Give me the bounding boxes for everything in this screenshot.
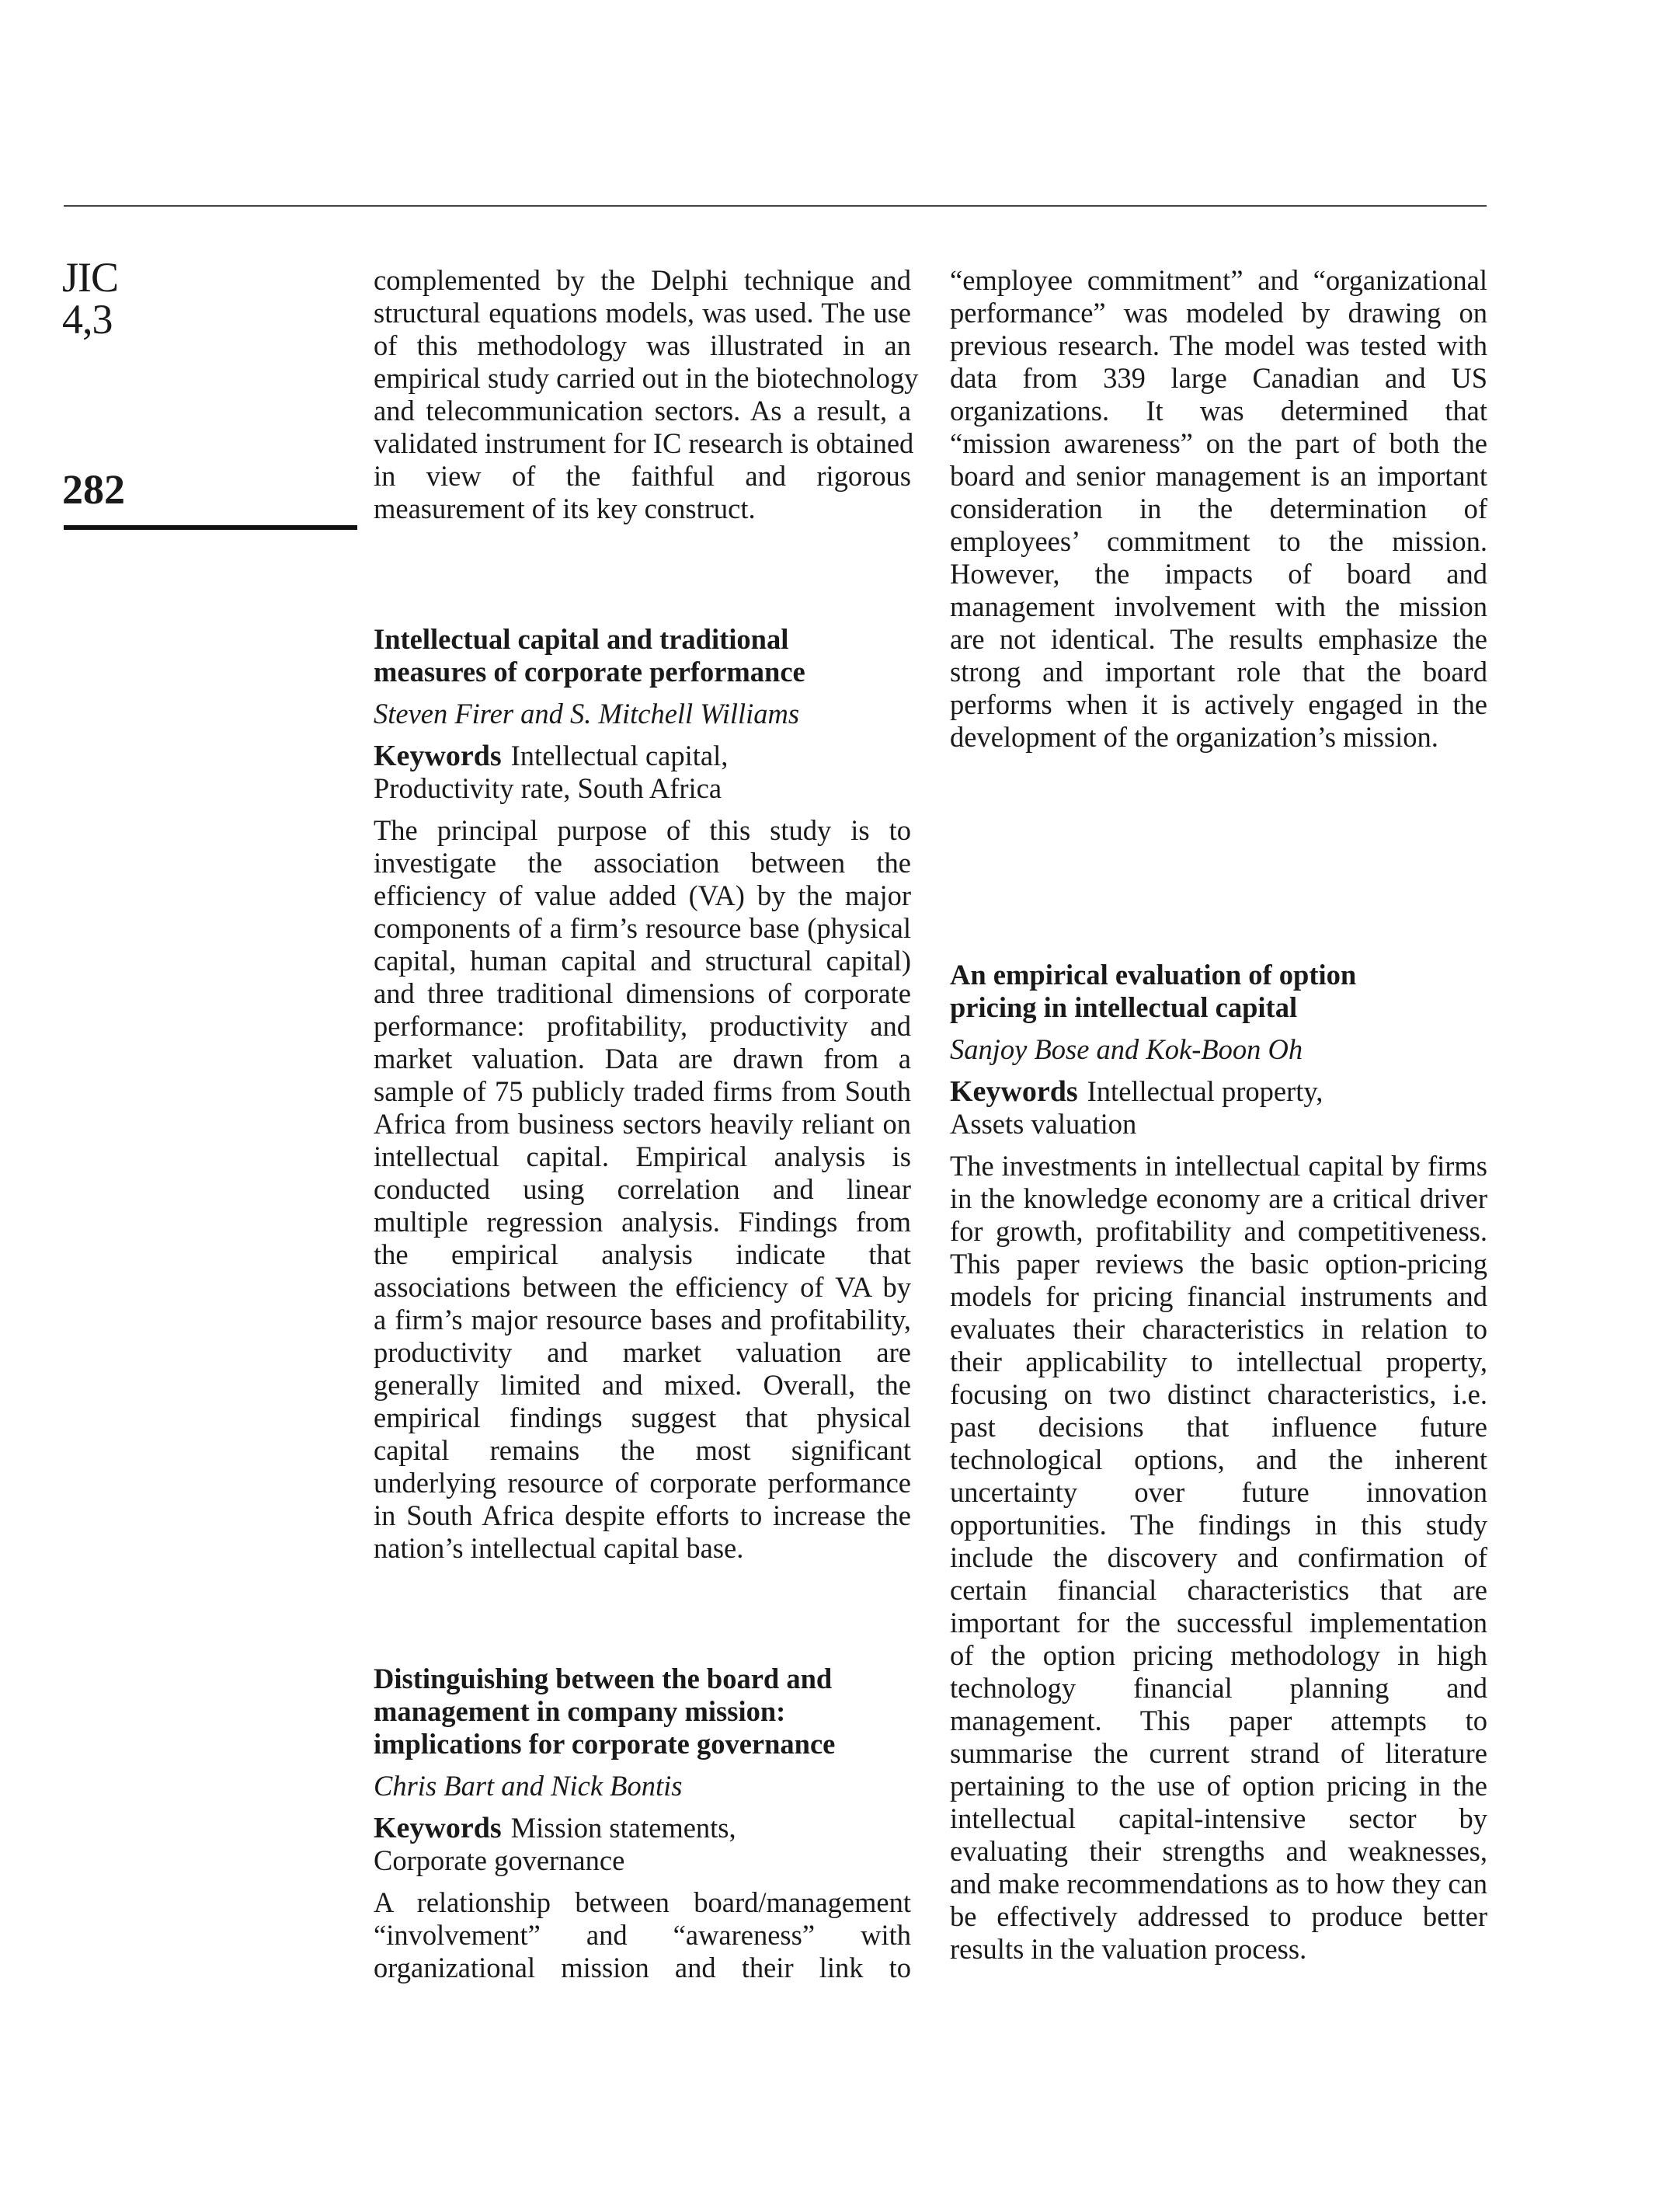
keywords-label: Keywords xyxy=(374,740,502,772)
title-line: Intellectual capital and traditional xyxy=(374,623,789,655)
text-line: components of a firm’s resource base (physical xyxy=(374,912,911,944)
text-line: capital remains the most significant xyxy=(374,1434,911,1466)
text-line: investigate the association between the xyxy=(374,847,911,879)
text-line: in the knowledge economy are a critical driver xyxy=(950,1182,1487,1214)
text-line: structural equations models, was used. The use xyxy=(374,297,911,329)
text-line: summarise the current strand of literature xyxy=(950,1737,1487,1769)
text-line: organizational mission and their link to xyxy=(374,1952,911,1983)
text-line: past decisions that influence future xyxy=(950,1411,1487,1443)
text-line: performance” was modeled by drawing on xyxy=(950,297,1487,329)
article-abstract xyxy=(374,814,911,1565)
text-line: and telecommunication sectors. As a result, a xyxy=(374,395,911,427)
text-line: focusing on two distinct characteristics, i.e. xyxy=(950,1378,1487,1410)
text-line: intellectual capital. Empirical analysis is xyxy=(374,1141,911,1172)
text-line: in view of the faithful and rigorous xyxy=(374,460,911,492)
title-line: implications for corporate governance xyxy=(374,1728,836,1760)
column-right xyxy=(950,264,1487,1966)
text-line: their applicability to intellectual property, xyxy=(950,1346,1487,1377)
article-title xyxy=(950,959,1487,1024)
text-line: evaluating their strengths and weaknesses, xyxy=(950,1835,1487,1867)
keywords-value: Assets valuation xyxy=(950,1108,1137,1140)
text-line: board and senior management is an important xyxy=(950,460,1487,492)
text-line: of the option pricing methodology in high xyxy=(950,1639,1487,1671)
text-line: market valuation. Data are drawn from a xyxy=(374,1043,911,1074)
text-line: generally limited and mixed. Overall, the xyxy=(374,1369,911,1401)
text-line: employees’ commitment to the mission. xyxy=(950,525,1487,557)
text-line: and three traditional dimensions of corporate xyxy=(374,977,911,1009)
article-abstract xyxy=(374,1886,911,1984)
text-line: “involvement” and “awareness” with xyxy=(374,1919,911,1951)
article-keywords xyxy=(950,1075,1487,1141)
keywords-label: Keywords xyxy=(950,1075,1078,1108)
text-line: organizations. It was determined that xyxy=(950,395,1487,427)
text-line: evaluates their characteristics in relation to xyxy=(950,1313,1487,1345)
title-line: An empirical evaluation of option xyxy=(950,959,1357,991)
article-title xyxy=(374,623,911,688)
text-line: include the discovery and confirmation of xyxy=(950,1541,1487,1573)
text-line: complemented by the Delphi technique and xyxy=(374,264,911,296)
text-line: pertaining to the use of option pricing in the xyxy=(950,1770,1487,1802)
title-line: Distinguishing between the board and xyxy=(374,1663,833,1694)
text-line: of this methodology was illustrated in an xyxy=(374,329,911,361)
text-line: be effectively addressed to produce better xyxy=(950,1900,1487,1932)
title-line: management in company mission: xyxy=(374,1695,786,1727)
text-line: intellectual capital-intensive sector by xyxy=(950,1802,1487,1834)
text-line: and make recommendations as to how they can xyxy=(950,1868,1487,1900)
text-line: performs when it is actively engaged in the xyxy=(950,688,1487,720)
journal-volume-issue: 4,3 xyxy=(62,296,113,343)
text-line: However, the impacts of board and xyxy=(950,558,1487,590)
text-line: important for the successful implementation xyxy=(950,1607,1487,1639)
text-line: A relationship between board/management xyxy=(374,1886,911,1918)
text-line: are not identical. The results emphasize the xyxy=(950,623,1487,655)
article-authors: Steven Firer and S. Mitchell Williams xyxy=(374,698,800,730)
text-line: performance: profitability, productivity and xyxy=(374,1010,911,1042)
article-intellectual-capital-performance xyxy=(374,623,911,1565)
text-line: empirical study carried out in the biotechnology xyxy=(374,362,919,394)
text-line: This paper reviews the basic option-pricing xyxy=(950,1248,1487,1280)
text-line: technology financial planning and xyxy=(950,1672,1487,1704)
text-line: data from 339 large Canadian and US xyxy=(950,362,1487,394)
text-line: certain financial characteristics that are xyxy=(950,1574,1487,1606)
keywords-value: Mission statements, xyxy=(510,1812,736,1844)
keywords-value: Productivity rate, South Africa xyxy=(374,772,722,804)
text-line: productivity and market valuation are xyxy=(374,1336,911,1368)
text-line: underlying resource of corporate performance xyxy=(374,1467,911,1499)
article-board-management-mission xyxy=(374,1663,911,1984)
text-line: The principal purpose of this study is to xyxy=(374,814,911,846)
text-line: consideration in the determination of xyxy=(950,493,1487,524)
article-option-pricing xyxy=(950,959,1487,1966)
text-line: a firm’s major resource bases and profitability, xyxy=(374,1304,911,1336)
text-line: capital, human capital and structural capital) xyxy=(374,945,911,977)
title-line: measures of corporate performance xyxy=(374,656,805,688)
keywords-label: Keywords xyxy=(374,1812,502,1844)
keywords-value: Corporate governance xyxy=(374,1844,625,1876)
article-authors: Chris Bart and Nick Bontis xyxy=(374,1770,683,1802)
text-line: the empirical analysis indicate that xyxy=(374,1238,911,1270)
text-line: sample of 75 publicly traded firms from South xyxy=(374,1075,911,1107)
page-number: 282 xyxy=(62,466,125,513)
text-line: “mission awareness” on the part of both the xyxy=(950,427,1487,459)
text-line: measurement of its key construct. xyxy=(374,493,756,524)
text-line: validated instrument for IC research is obtained xyxy=(374,427,914,459)
article-abstract xyxy=(950,1150,1487,1966)
text-line: multiple regression analysis. Findings from xyxy=(374,1206,911,1238)
journal-identifier xyxy=(62,254,119,343)
text-line: management. This paper attempts to xyxy=(950,1705,1487,1736)
article-authors: Sanjoy Bose and Kok-Boon Oh xyxy=(950,1033,1303,1065)
column-middle xyxy=(374,264,919,1984)
text-line: management involvement with the mission xyxy=(950,590,1487,622)
article-title xyxy=(374,1663,911,1760)
text-line: conducted using correlation and linear xyxy=(374,1173,911,1205)
article-keywords xyxy=(374,1812,911,1877)
text-line: efficiency of value added (VA) by the major xyxy=(374,879,911,911)
text-line: “employee commitment” and “organizational xyxy=(950,264,1487,296)
text-line: Africa from business sectors heavily reliant on xyxy=(374,1108,911,1140)
title-line: pricing in intellectual capital xyxy=(950,991,1298,1023)
text-line: for growth, profitability and competitiveness. xyxy=(950,1215,1487,1247)
text-line: nation’s intellectual capital base. xyxy=(374,1532,744,1564)
header-rule xyxy=(64,205,1487,207)
continued-abstract xyxy=(950,264,1487,754)
continued-abstract xyxy=(374,264,919,525)
text-line: opportunities. The findings in this study xyxy=(950,1509,1487,1541)
article-keywords xyxy=(374,740,911,805)
keywords-value: Intellectual property, xyxy=(1087,1075,1323,1107)
text-line: associations between the efficiency of VA by xyxy=(374,1271,911,1303)
text-line: development of the organization’s mission. xyxy=(950,721,1438,753)
text-line: in South Africa despite efforts to increase the xyxy=(374,1499,911,1531)
keywords-value: Intellectual capital, xyxy=(510,740,729,771)
journal-abbrev: JIC xyxy=(62,254,119,301)
text-line: strong and important role that the board xyxy=(950,656,1487,688)
text-line: empirical findings suggest that physical xyxy=(374,1402,911,1433)
text-line: The investments in intellectual capital by firms xyxy=(950,1150,1487,1182)
text-line: results in the valuation process. xyxy=(950,1933,1307,1965)
text-line: uncertainty over future innovation xyxy=(950,1476,1487,1508)
text-line: technological options, and the inherent xyxy=(950,1444,1487,1475)
page-number-rule xyxy=(64,525,357,530)
text-line: models for pricing financial instruments and xyxy=(950,1280,1487,1312)
text-line: previous research. The model was tested with xyxy=(950,329,1487,361)
